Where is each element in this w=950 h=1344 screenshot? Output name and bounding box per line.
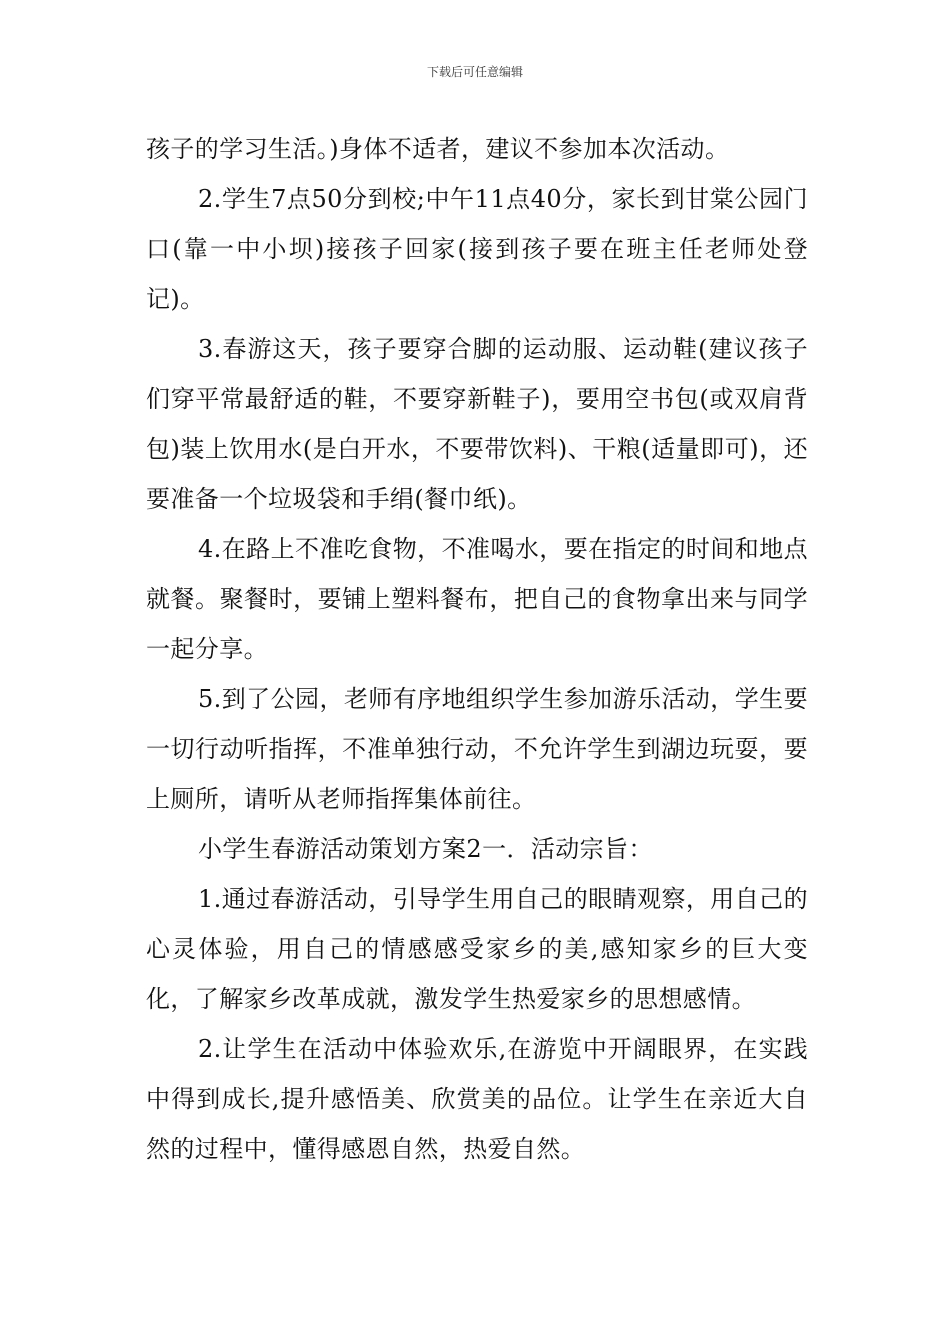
paragraph-7: 2.让学生在活动中体验欢乐,在游览中开阔眼界，在实践中得到成长,提升感悟美、欣赏美的品位。让学生在亲近大自然的过程中，懂得感恩自然，热爱自然。 <box>146 1035 808 1163</box>
paragraph-3: 3.春游这天，孩子要穿合脚的运动服、运动鞋(建议孩子们穿平常最舒适的鞋，不要穿新鞋子)，要用空书包(或双肩背包)装上饮用水(是白开水，不要带饮料)、干粮(适量即可)，还要准备一个垃圾袋和手绢(餐巾纸)。 <box>146 335 808 513</box>
paragraph-5: 5.到了公园，老师有序地组织学生参加游乐活动，学生要一切行动听指挥，不准单独行动，不允许学生到湖边玩耍，要上厕所，请听从老师指挥集体前往。 <box>146 685 808 813</box>
paragraph-4: 4.在路上不准吃食物，不准喝水，要在指定的时间和地点就餐。聚餐时，要铺上塑料餐布，把自己的食物拿出来与同学一起分享。 <box>146 535 808 663</box>
paragraph-2: 2.学生7点50分到校;中午11点40分，家长到甘棠公园门口(靠一中小坝)接孩子回家(接到孩子要在班主任老师处登记)。 <box>146 185 808 313</box>
document-body <box>146 124 808 1174</box>
paragraph-6: 1.通过春游活动，引导学生用自己的眼睛观察，用自己的心灵体验，用自己的情感感受家乡的美,感知家乡的巨大变化，了解家乡改革成就，激发学生热爱家乡的思想感情。 <box>146 885 808 1013</box>
page-header: 下载后可任意编辑 <box>426 65 523 79</box>
section-heading: 小学生春游活动策划方案2一．活动宗旨： <box>198 835 653 863</box>
paragraph-1: 孩子的学习生活。)身体不适者，建议不参加本次活动。 <box>146 135 730 163</box>
